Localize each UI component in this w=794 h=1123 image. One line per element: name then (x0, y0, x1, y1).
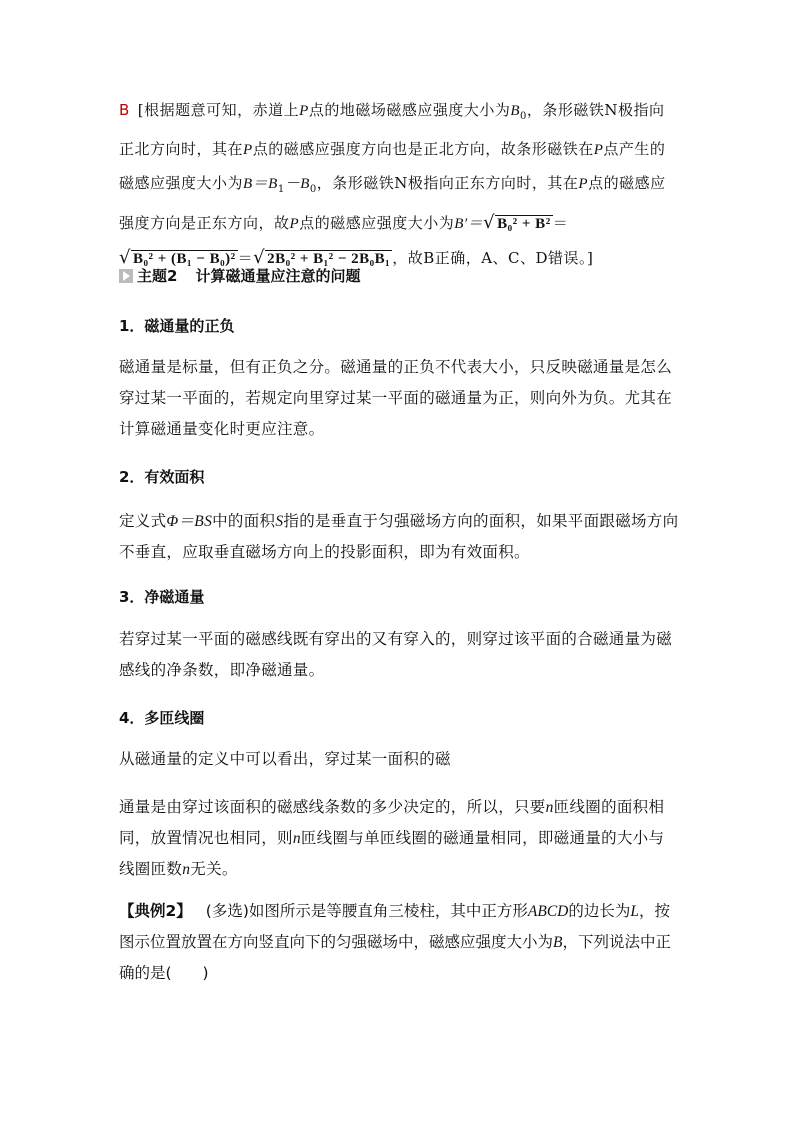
radical-1: √ B₀² + B² (483, 212, 551, 233)
radical-3: √ 2B₀² + B₁² − 2B₀B₁ (253, 247, 391, 268)
section-4-text-1: 从磁通量的定义中可以看出，穿过某一面积的磁 (119, 750, 451, 768)
answer-letter: B (119, 101, 130, 119)
section-1-text: 磁通量是标量，但有正负之分。磁通量的正负不代表大小，只反映磁通量是怎么穿过某一平面的，若规定向里穿过某一平面的磁通量为正，则向外为负。尤其在计算磁通量变化时更应注意。 (119, 358, 673, 438)
section-4-text-2: 通量是由穿过该面积的磁感线条数的多少决定的，所以，只要n匝线圈的面积相同，放置情况也相同，则n匝线圈与单匝线圈的磁通量相同，即磁通量的大小与线圈匝数n无关。 (119, 798, 665, 878)
section-4-heading: 4．多匝线圈 (119, 709, 205, 727)
example-tag: 【典例2】 (119, 902, 192, 920)
section-3-heading: 3．净磁通量 (119, 588, 205, 606)
radical-2: √ B₀² + (B₁ − B₀)² (119, 247, 236, 268)
section-2-text: 定义式Φ＝BS中的面积S指的是垂直于匀强磁场方向的面积，如果平面跟磁场方向不垂直，应取垂直磁场方向上的投影面积，即为有效面积。 (119, 512, 679, 561)
section-1-heading: 1．磁通量的正负 (119, 317, 235, 335)
play-triangle-icon (119, 269, 133, 283)
section-2-heading: 2．有效面积 (119, 468, 205, 486)
section-3-text: 若穿过某一平面的磁感线既有穿出的又有穿入的，则穿过该平面的合磁通量为磁感线的净条数，即净磁通量。 (119, 630, 673, 679)
answer-explanation: B [根据题意可知，赤道上P点的地磁场磁感应强度大小为$B_0$，条形磁铁N极指向正北方向时，其在P点的磁感应强度方向也是正北方向，故条形磁铁在P点产生的磁感应强度大小为$B=B_1-B_0$，条形磁铁N极指向正东方向时，其在P点的磁感应强度方向是正东方向，故P点的磁感应强度大小为B′＝√ B₀² + B² ＝ √ B₀² + (B₁ − B₀)² ＝√ 2B₀² + B₁² − 2B₀B₁ ，故B正确，A、C、D错误。] (119, 94, 679, 276)
example-question: 【典例2】 (多选)如图所示是等腰直角三棱柱，其中正方形ABCD的边长为L，按图示位置放置在方向竖直向下的匀强磁场中，磁感应强度大小为B，下列说法中正确的是( ) (119, 902, 671, 982)
topic-heading: 主题2 计算磁通量应注意的问题 (119, 265, 679, 286)
